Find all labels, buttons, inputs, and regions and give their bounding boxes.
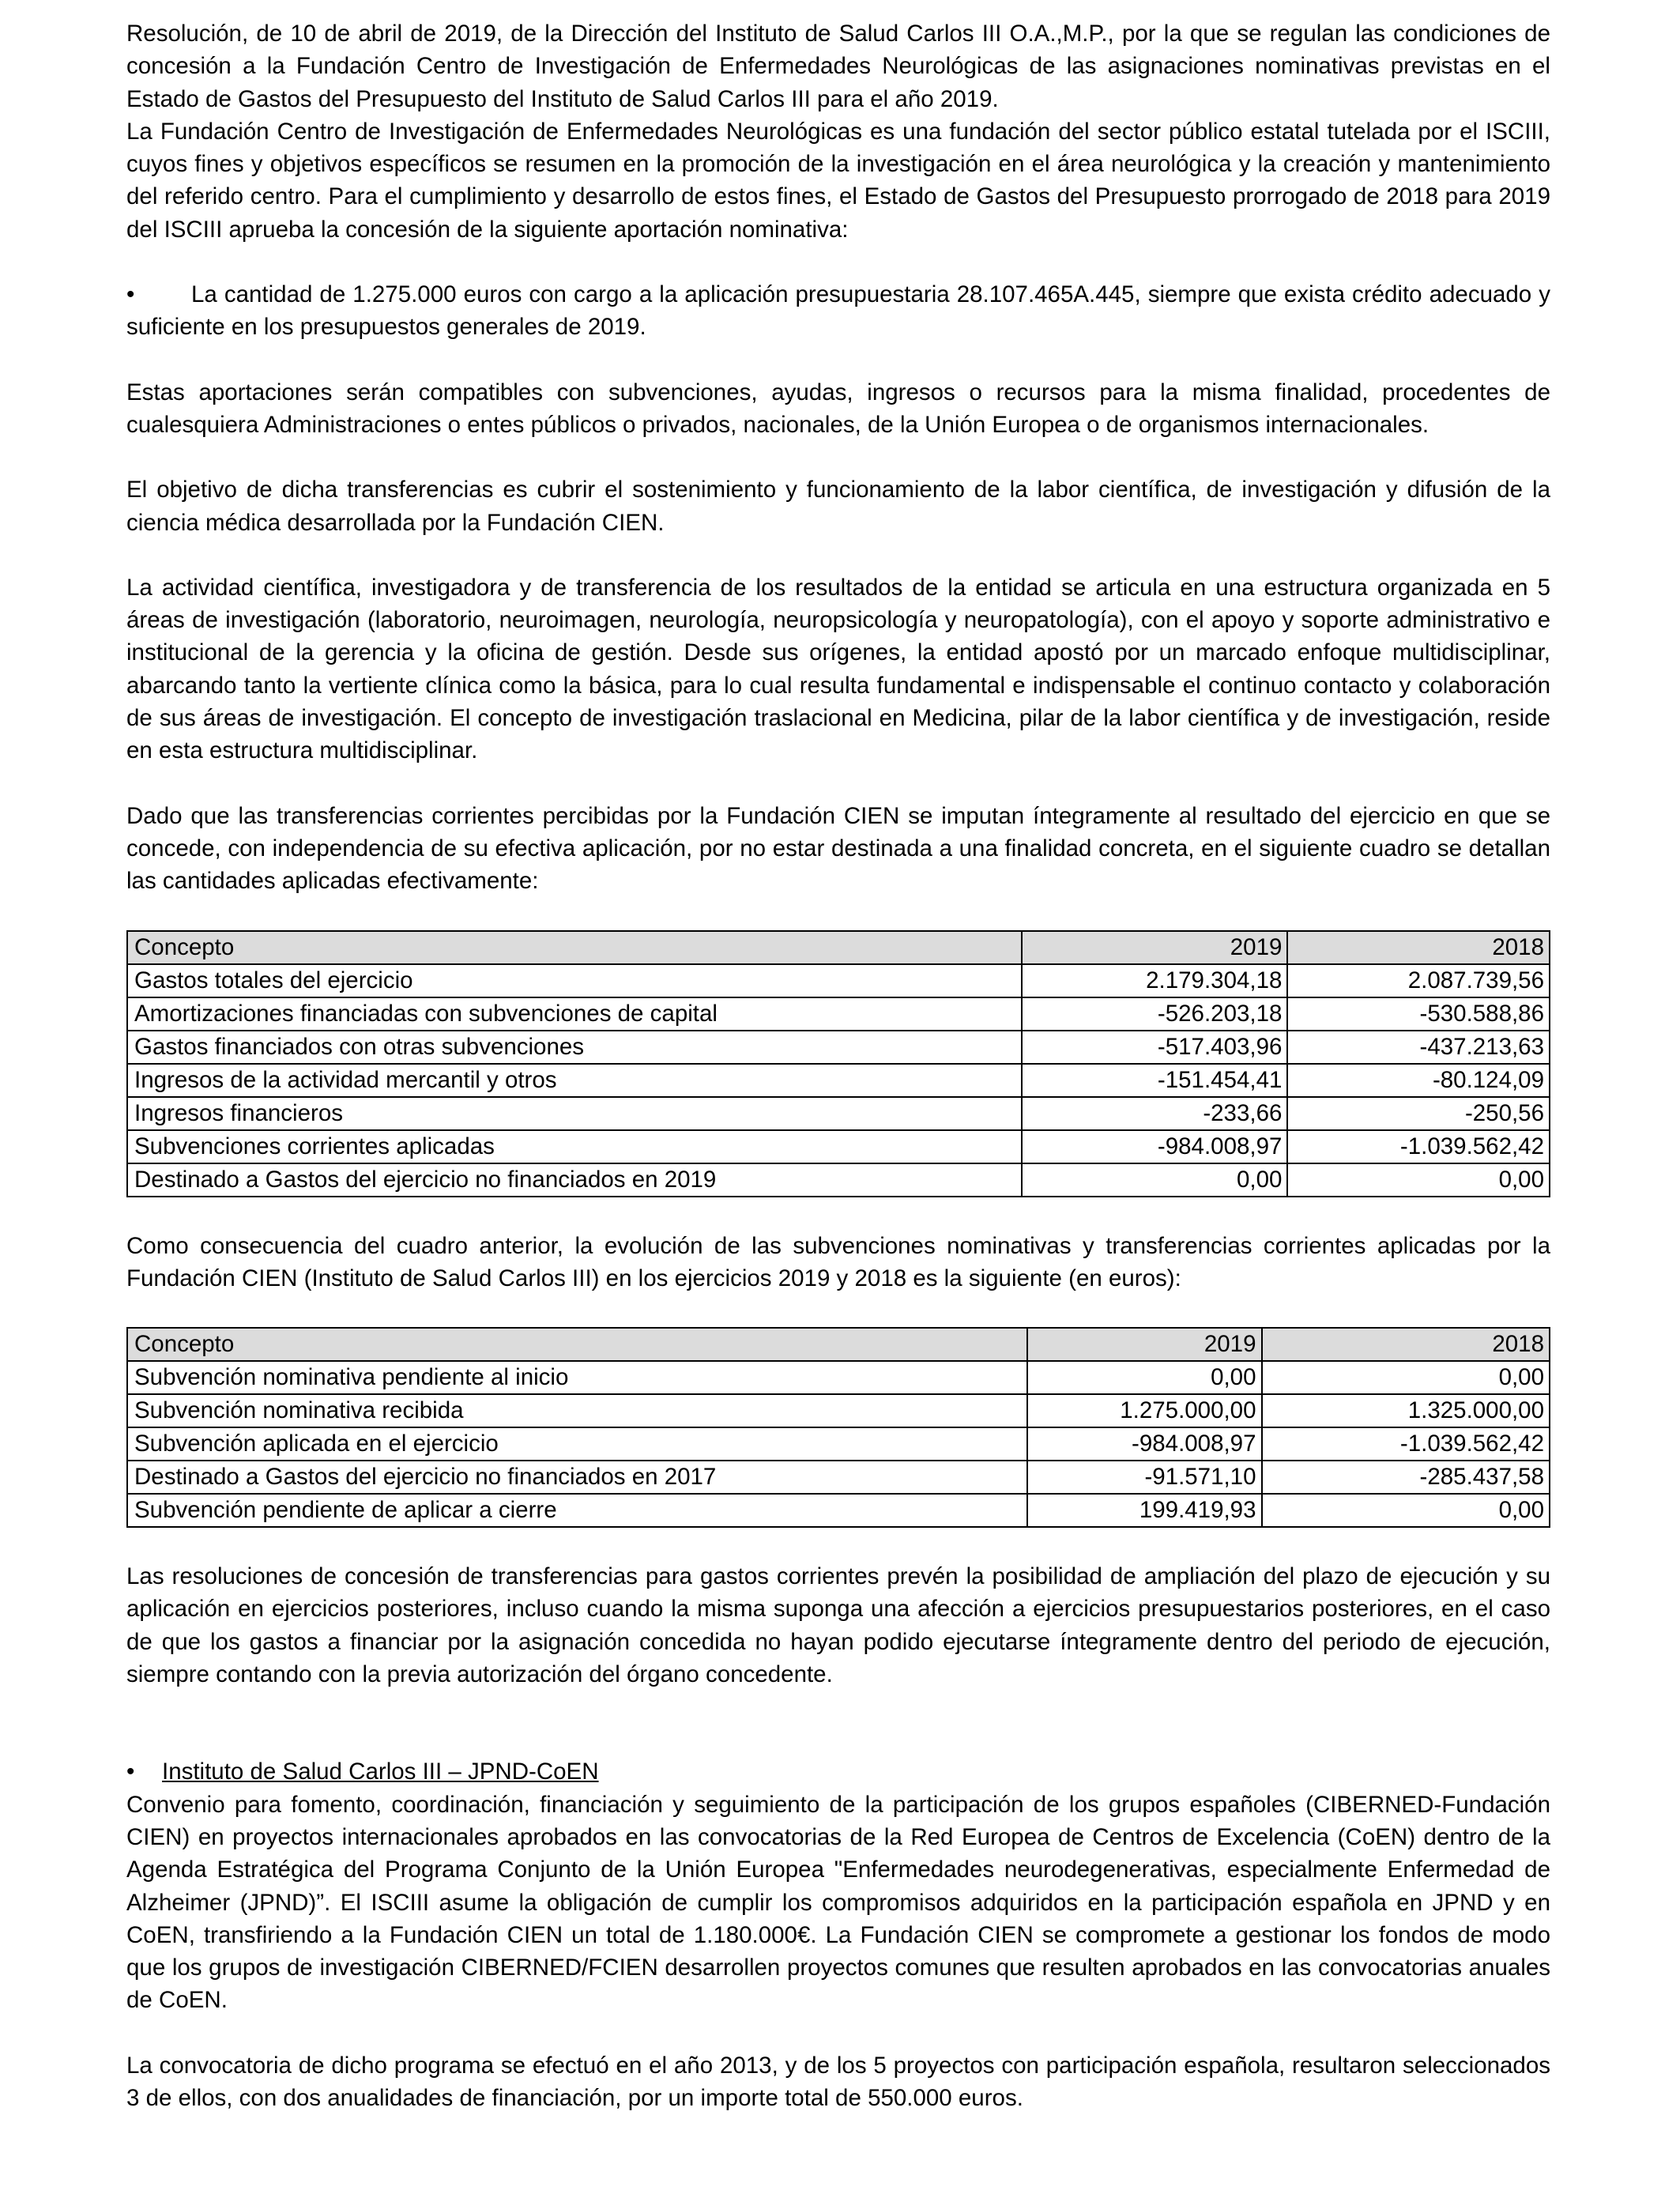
paragraph-resoluciones: Las resoluciones de concesión de transferencias para gastos corrientes prevén la posibilidad de ampliación del plazo de ejecución y su aplicación en ejercicios posteriores, incluso cuando la misma suponga una afección a ejercicios presupuestarios posteriores, en el caso de que los gastos a financiar por la asignación concedida no hayan podido ejecutarse íntegramente dentro del periodo de ejecución, siempre contando con la previa autorización del órgano concedente.: [126, 1563, 1550, 1688]
spacer: [126, 1295, 1550, 1327]
table-header-row: [127, 931, 1550, 964]
table-row: [127, 1097, 1550, 1130]
bullet-icon: •: [126, 281, 135, 308]
cell-2018: 0,00: [1262, 1494, 1550, 1527]
table-row: [127, 1394, 1550, 1427]
cell-2019: 0,00: [1027, 1361, 1262, 1394]
cell-concepto: Ingresos de la actividad mercantil y otros: [127, 1064, 1022, 1097]
cell-2018: -1.039.562,42: [1287, 1130, 1550, 1163]
cell-2018: 2.087.739,56: [1287, 964, 1550, 997]
paragraph-convocatoria: La convocatoria de dicho programa se efectuó en el año 2013, y de los 5 proyectos con participación española, resultaron seleccionados 3 de ellos, con dos anualidades de financiación, por un importe total de 550.000 euros.: [126, 2052, 1550, 2111]
cell-2019: -984.008,97: [1022, 1130, 1288, 1163]
cell-concepto: Gastos totales del ejercicio: [127, 964, 1022, 997]
paragraph-convenio: Convenio para fomento, coordinación, financiación y seguimiento de la participación de los grupos españoles (CIBERNED-Fundación CIEN) en proyectos internacionales aprobados en las convocatorias de la Red Europea de Centros de Excelencia (CoEN) dentro de la Agenda Estratégica del Programa Conjunto de la Unión Europea "Enfermedades neurodegenerativas, especialmente Enfermedad de Alzheimer (JPND)”. El ISCIII asume la obligación de cumplir los compromisos adquiridos en la participación española en JPND y en CoEN, transfiriendo a la Fundación CIEN un total de 1.180.000€. La Fundación CIEN se compromete a gestionar los fondos de modo que los grupos de investigación CIBERNED/FCIEN desarrollen proyectos comunes que resulten aprobados en las convocatorias anuales de CoEN.: [126, 1791, 1550, 2014]
spacer: [126, 1197, 1550, 1230]
spacer: [126, 2017, 1550, 2049]
cell-2018: 0,00: [1287, 1163, 1550, 1197]
cell-concepto: Gastos financiados con otras subvenciones: [127, 1031, 1022, 1064]
bullet-item-jpnd-coen: [126, 1755, 1550, 1788]
cell-concepto: Subvención nominativa recibida: [127, 1394, 1027, 1427]
table-row: [127, 964, 1550, 997]
cell-2018: -1.039.562,42: [1262, 1427, 1550, 1461]
cell-2018: -530.588,86: [1287, 997, 1550, 1031]
cell-2018: -285.437,58: [1262, 1461, 1550, 1494]
table-header-row: [127, 1328, 1550, 1361]
header-2018: 2018: [1262, 1328, 1550, 1361]
cell-concepto: Destinado a Gastos del ejercicio no financiados en 2019: [127, 1163, 1022, 1197]
spacer: [126, 1528, 1550, 1560]
cell-2019: -526.203,18: [1022, 997, 1288, 1031]
spacer: [126, 1691, 1550, 1755]
header-2018: 2018: [1287, 931, 1550, 964]
cell-2019: -151.454,41: [1022, 1064, 1288, 1097]
table-cantidades-aplicadas: [126, 930, 1550, 1197]
header-concepto: Concepto: [127, 931, 1022, 964]
spacer: [126, 344, 1550, 376]
bullet-item-cantidad: [126, 278, 1550, 344]
spacer: [126, 898, 1550, 930]
document-page: [126, 17, 1550, 2114]
paragraph-transferencias: Dado que las transferencias corrientes percibidas por la Fundación CIEN se imputan íntegramente al resultado del ejercicio en que se concede, con independencia de su efectiva aplicación, por no estar destinada a una finalidad concreta, en el siguiente cuadro se detallan las cantidades aplicadas efectivamente:: [126, 802, 1550, 895]
cell-2019: 2.179.304,18: [1022, 964, 1288, 997]
paragraph-consecuencia: Como consecuencia del cuadro anterior, la evolución de las subvenciones nominativas y transferencias corrientes aplicadas por la Fundación CIEN (Instituto de Salud Carlos III) en los ejercicios 2019 y 2018 es la siguiente (en euros):: [126, 1232, 1550, 1291]
spacer: [126, 539, 1550, 571]
cell-2018: -80.124,09: [1287, 1064, 1550, 1097]
table-evolucion-subvenciones: [126, 1327, 1550, 1528]
cell-concepto: Subvención nominativa pendiente al inicio: [127, 1361, 1027, 1394]
cell-2018: -250,56: [1287, 1097, 1550, 1130]
cell-2019: -91.571,10: [1027, 1461, 1262, 1494]
table-row: [127, 1461, 1550, 1494]
cell-2018: 1.325.000,00: [1262, 1394, 1550, 1427]
header-concepto: Concepto: [127, 1328, 1027, 1361]
cell-concepto: Destinado a Gastos del ejercicio no financiados en 2017: [127, 1461, 1027, 1494]
paragraph-aportaciones: Estas aportaciones serán compatibles con subvenciones, ayudas, ingresos o recursos para la misma finalidad, procedentes de cualesquiera Administraciones o entes públicos o privados, nacionales, de la Unión Europea o de organismos internacionales.: [126, 379, 1550, 438]
table-row: [127, 997, 1550, 1031]
cell-concepto: Amortizaciones financiadas con subvenciones de capital: [127, 997, 1022, 1031]
cell-2018: -437.213,63: [1287, 1031, 1550, 1064]
table-row: [127, 1163, 1550, 1197]
paragraph-resolucion: Resolución, de 10 de abril de 2019, de la Dirección del Instituto de Salud Carlos III O.A.,M.P., por la que se regulan las condiciones de concesión a la Fundación Centro de Investigación de Enfermedades Neurológicas de las asignaciones nominativas previstas en el Estado de Gastos del Presupuesto del Instituto de Salud Carlos III para el año 2019.: [126, 21, 1550, 112]
spacer: [126, 441, 1550, 473]
section-heading-jpnd-coen: Instituto de Salud Carlos III – JPND-CoEN: [162, 1759, 599, 1785]
header-2019: 2019: [1022, 931, 1288, 964]
header-2019: 2019: [1027, 1328, 1262, 1361]
cell-2019: 199.419,93: [1027, 1494, 1262, 1527]
cell-2019: -984.008,97: [1027, 1427, 1262, 1461]
table-row: [127, 1031, 1550, 1064]
paragraph-objetivo: El objetivo de dicha transferencias es cubrir el sostenimiento y funcionamiento de la labor científica, de investigación y difusión de la ciencia médica desarrollada por la Fundación CIEN.: [126, 477, 1550, 536]
cell-2019: -233,66: [1022, 1097, 1288, 1130]
cell-2019: -517.403,96: [1022, 1031, 1288, 1064]
cell-2019: 0,00: [1022, 1163, 1288, 1197]
cell-2018: 0,00: [1262, 1361, 1550, 1394]
bullet-icon: •: [126, 1759, 135, 1785]
table-row: [127, 1130, 1550, 1163]
cell-2019: 1.275.000,00: [1027, 1394, 1262, 1427]
paragraph-fundacion: La Fundación Centro de Investigación de Enfermedades Neurológicas es una fundación del sector público estatal tutelada por el ISCIII, cuyos fines y objetivos específicos se resumen en la promoción de la investigación en el área neurológica y la creación y mantenimiento del referido centro. Para el cumplimiento y desarrollo de estos fines, el Estado de Gastos del Presupuesto prorrogado de 2018 para 2019 del ISCIII aprueba la concesión de la siguiente aportación nominativa:: [126, 118, 1550, 243]
spacer: [126, 767, 1550, 800]
table-row: [127, 1064, 1550, 1097]
cell-concepto: Subvención pendiente de aplicar a cierre: [127, 1494, 1027, 1527]
table-row: [127, 1494, 1550, 1527]
table-row: [127, 1427, 1550, 1461]
bullet-text: La cantidad de 1.275.000 euros con cargo a la aplicación presupuestaria 28.107.465A.445, siempre que exista crédito adecuado y suficiente en los presupuestos generales de 2019.: [126, 281, 1550, 341]
cell-concepto: Subvención aplicada en el ejercicio: [127, 1427, 1027, 1461]
table-row: [127, 1361, 1550, 1394]
paragraph-actividad: La actividad científica, investigadora y de transferencia de los resultados de la entidad se articula en una estructura organizada en 5 áreas de investigación (laboratorio, neuroimagen, neurología, neuropsicología y neuropatología), con el apoyo y soporte administrativo e institucional de la gerencia y la oficina de gestión. Desde sus orígenes, la entidad apostó por un marcado enfoque multidisciplinar, abarcando tanto la vertiente clínica como la básica, para lo cual resulta fundamental e indispensable el continuo contacto y colaboración de sus áreas de investigación. El concepto de investigación traslacional en Medicina, pilar de la labor científica y de investigación, reside en esta estructura multidisciplinar.: [126, 574, 1550, 764]
spacer: [126, 246, 1550, 278]
cell-concepto: Subvenciones corrientes aplicadas: [127, 1130, 1022, 1163]
cell-concepto: Ingresos financieros: [127, 1097, 1022, 1130]
